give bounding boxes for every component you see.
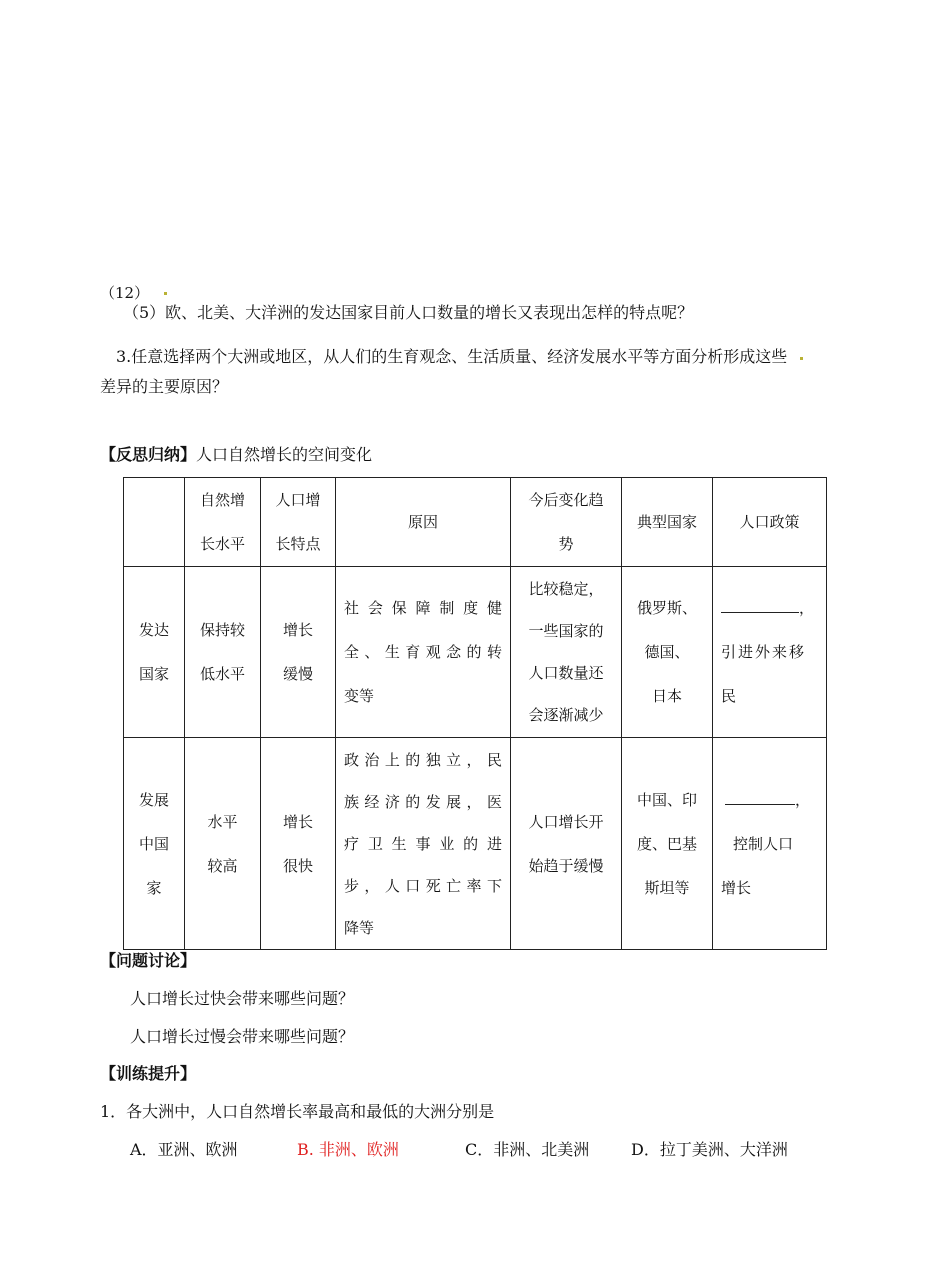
question-5: （5）欧、北美、大洋洲的发达国家目前人口数量的增长又表现出怎样的特点呢？ [123,303,694,322]
summary-table [123,477,827,950]
training-heading: 【训练提升】 [100,1064,197,1083]
row-countries: 俄罗斯、 德国、 日本 [622,567,713,738]
table-header-row [124,478,827,567]
answer-blank [725,790,795,805]
row-level: 水平 较高 [185,738,261,950]
training-question-1: 1．各大洲中，人口自然增长率最高和最低的大洲分别是 [100,1102,495,1121]
row-trend: 人口增长开 始趋于缓慢 [511,738,622,950]
discussion-heading: 【问题讨论】 [100,951,197,970]
option-c: C．非洲、北美洲 [465,1140,590,1159]
summary-title: 人口自然增长的空间变化 [196,445,373,464]
row-countries: 中国、印 度、巴基 斯坦等 [622,738,713,950]
header-trend: 今后变化趋 势 [511,478,622,567]
header-reason: 原因 [336,478,511,567]
row-level: 保持较 低水平 [185,567,261,738]
table-row [124,738,827,950]
row-reason: 社会保障制度健 全、生育观念的转 变等 [336,567,511,738]
row-feature: 增长 很快 [261,738,336,950]
row-reason: 政治上的独立，民 族经济的发展，医 疗卫生事业的进 步，人口死亡率下 降等 [336,738,511,950]
header-typical-countries: 典型国家 [622,478,713,567]
row-trend: 比较稳定， 一些国家的 人口数量还 会逐渐减少 [511,567,622,738]
option-a: A．亚洲、欧洲 [130,1140,238,1159]
ink-speck [800,357,803,360]
table-corner-cell [124,478,185,567]
answer-blank [721,598,799,613]
discussion-question-2: 人口增长过慢会带来哪些问题？ [130,1027,355,1046]
table-row [124,567,827,738]
row-type-developed: 发达 国家 [124,567,185,738]
question-3-line-1: 3.任意选择两个大洲或地区，从人们的生育观念、生活质量、经济发展水平等方面分析形成这些 [116,347,788,366]
option-b-answer: B. 非洲、欧洲 [297,1140,399,1159]
row-policy: ， 控制人口 增长 [713,738,827,950]
question-3-line-2: 差异的主要原因？ [100,377,229,396]
header-growth-feature: 人口增 长特点 [261,478,336,567]
header-natural-growth-level: 自然增 长水平 [185,478,261,567]
option-d: D．拉丁美洲、大洋洲 [631,1140,788,1159]
row-policy: ， 引进外来移 民 [713,567,827,738]
row-type-developing: 发展 中国 家 [124,738,185,950]
discussion-question-1: 人口增长过快会带来哪些问题？ [130,989,355,1008]
policy-blank-line: ， [721,778,818,822]
ink-speck [164,292,167,295]
policy-blank-line: ， [721,586,818,630]
page-marker: （12） [100,284,150,302]
summary-heading-label: 【反思归纳】 [100,445,197,464]
row-feature: 增长 缓慢 [261,567,336,738]
header-population-policy: 人口政策 [713,478,827,567]
summary-heading [100,442,372,465]
